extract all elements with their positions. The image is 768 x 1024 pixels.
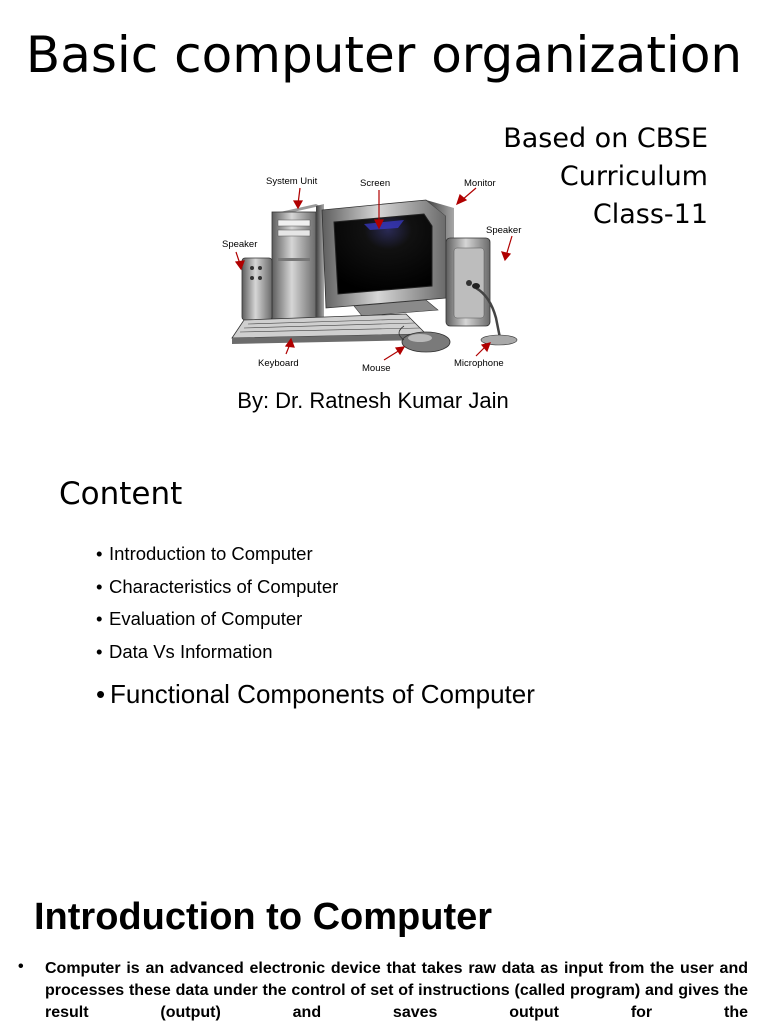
bullet-mark: • bbox=[96, 679, 106, 709]
list-item-text: Characteristics of Computer bbox=[109, 575, 339, 597]
monitor-shape bbox=[322, 200, 454, 316]
list-item-text: Evaluation of Computer bbox=[109, 608, 303, 629]
title-slide bbox=[0, 0, 768, 450]
list-item bbox=[96, 603, 535, 636]
content-heading: Content bbox=[59, 476, 183, 512]
subtitle-line-3: Class-11 bbox=[592, 199, 708, 230]
label-monitor: Monitor bbox=[464, 178, 496, 189]
subtitle-line-1: Based on CBSE bbox=[503, 123, 708, 154]
bullet-mark: • bbox=[96, 575, 103, 597]
label-speaker-right: Speaker bbox=[486, 225, 522, 236]
label-mouse: Mouse bbox=[362, 363, 391, 374]
list-item-text: Introduction to Computer bbox=[109, 543, 313, 564]
computer-diagram-illustration bbox=[214, 168, 544, 378]
bullet-mark: • bbox=[96, 640, 103, 662]
label-system-unit: System Unit bbox=[266, 176, 318, 187]
left-speaker-shape bbox=[242, 258, 272, 320]
content-slide bbox=[0, 470, 768, 720]
label-keyboard: Keyboard bbox=[258, 358, 299, 369]
list-item bbox=[96, 538, 535, 571]
introduction-paragraph: Computer is an advanced electronic device that takes raw data as input from the user and processes these data under the control of set of instructions (called program) and gives the result (output) and saves output for the bbox=[45, 960, 748, 1021]
bullet-mark: • bbox=[18, 958, 24, 975]
author-line: By: Dr. Ratnesh Kumar Jain bbox=[237, 388, 509, 413]
slide-title: Basic computer organization bbox=[25, 26, 743, 84]
label-speaker-left: Speaker bbox=[222, 239, 258, 250]
bullet-mark: • bbox=[96, 608, 103, 629]
bullet-mark: • bbox=[96, 543, 103, 564]
list-item-text: Data Vs Information bbox=[109, 640, 273, 662]
right-speaker-shape bbox=[446, 238, 490, 326]
content-list bbox=[96, 538, 535, 716]
label-screen: Screen bbox=[360, 178, 391, 189]
list-item-text: Functional Components of Computer bbox=[110, 679, 535, 709]
introduction-heading: Introduction to Computer bbox=[34, 896, 493, 938]
list-item bbox=[96, 571, 535, 604]
list-item bbox=[96, 672, 535, 716]
system-unit-shape bbox=[272, 204, 324, 332]
subtitle-line-2: Curriculum bbox=[559, 161, 708, 192]
introduction-slide bbox=[0, 880, 768, 1024]
list-item bbox=[96, 636, 535, 669]
label-microphone: Microphone bbox=[454, 358, 504, 369]
